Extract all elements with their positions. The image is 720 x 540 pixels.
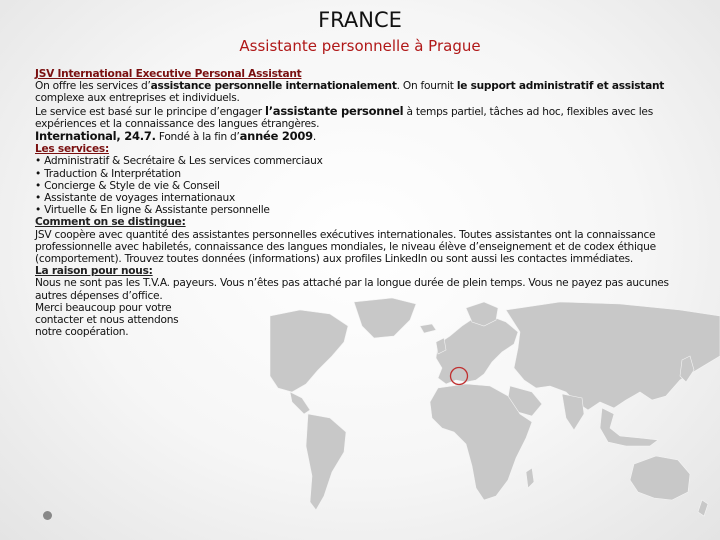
service-item: • Concierge & Style de vie & Conseil (35, 179, 220, 192)
intro-emphasis: assistance personnelle internationalement (150, 80, 397, 93)
intro-text: Le service est basé sur le principe d’engager (35, 105, 265, 118)
closing-line: contacter et nous attendons (35, 314, 179, 327)
intro-text: à temps partiel, tâches ad hoc, flexibles avec les expériences et la connaissance des langues étrangères. (35, 105, 653, 130)
new-zealand-shape (698, 500, 708, 516)
reason-text: Nous ne sont pas les T.V.A. payeurs. Vous n’êtes pas attaché par la longue durée de plein temps. Vous ne payez pas aucunes autres dépenses d’office. (35, 277, 669, 302)
india-shape (562, 394, 584, 430)
intro-emphasis: le support administratif et assistant (456, 80, 665, 93)
content-block (35, 68, 701, 338)
intro-paragraph-3 (35, 130, 701, 143)
reason-heading: La raison pour nous: (35, 265, 153, 278)
services-heading: Les services: (35, 143, 109, 156)
closing-line: notre coopération. (35, 326, 129, 339)
service-item: • Traduction & Interprétation (35, 167, 181, 180)
distinction-heading: Comment on se distingue: (35, 216, 186, 229)
south-america-shape (306, 414, 346, 510)
service-item: • Assistante de voyages internationaux (35, 192, 235, 205)
closing-line: Merci beaucoup pour votre (35, 301, 172, 314)
intro-paragraph-2 (35, 105, 701, 130)
service-item: • Administratif & Secrétaire & Les services commerciaux (35, 155, 323, 168)
page-title: FRANCE (318, 8, 402, 32)
intro-emphasis: année 2009 (239, 129, 313, 144)
distinction-text: JSV coopère avec quantité des assistantes personnelles exécutives internationales. Toutes assistantes ont la connaissance professionnelle avec habiletés, connaissance des langues mondiales, le niveau élève d’enseignement et de codex éthique (comportement). Trouvez toutes données (informations) aux profiles LinkedIn ou sont aussi les contactes immédiates. (35, 228, 656, 266)
intro-text: complexe aux entreprises et individuels. (35, 92, 240, 105)
madagascar-shape (526, 468, 534, 488)
intro-text: . (312, 131, 317, 144)
service-item: • Virtuelle & En ligne & Assistante personnelle (35, 204, 270, 217)
bullet-dot-icon (43, 511, 52, 520)
australia-shape (630, 456, 690, 500)
page-subtitle: Assistante personnelle à Prague (239, 37, 481, 55)
central-america-shape (290, 392, 310, 414)
intro-emphasis: l’assistante personnel (265, 103, 404, 118)
intro-text: . On fournit (396, 80, 457, 93)
intro-emphasis: International, 24.7. (35, 129, 156, 144)
intro-paragraph-1 (35, 80, 701, 104)
intro-text: Fondé à la fin d’ (155, 131, 240, 144)
intro-text: On offre les services d’ (35, 80, 151, 93)
southeast-asia-shape (600, 408, 658, 446)
company-heading: JSV International Executive Personal Assistant (35, 68, 302, 80)
